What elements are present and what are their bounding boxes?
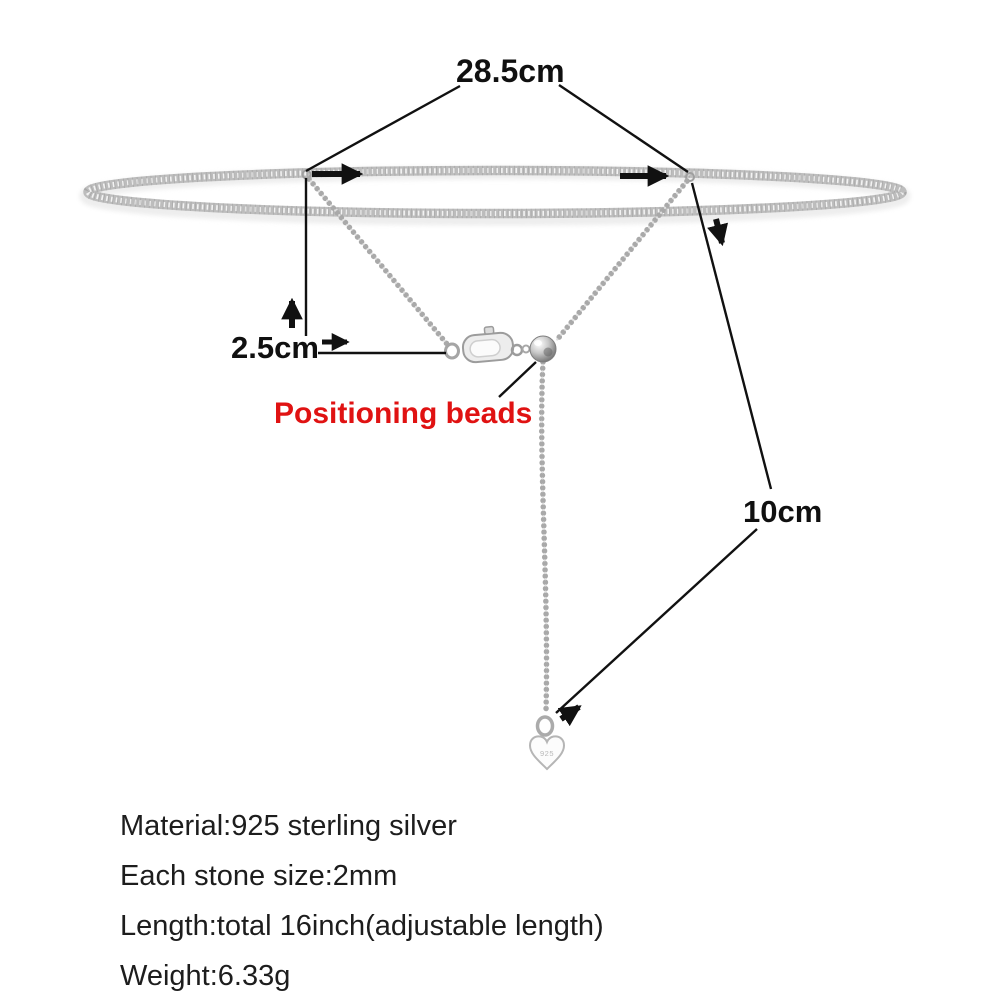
- extender-tail-chain: [542, 362, 547, 711]
- lobster-clasp-inner: [469, 339, 500, 358]
- positioning-beads-label: Positioning beads: [274, 397, 533, 430]
- spec-stone-size: Each stone size:2mm: [120, 860, 398, 892]
- product-specs-block: [120, 801, 604, 1000]
- top-right-leader-line: [559, 85, 688, 172]
- heart-charm-stamp: 925: [539, 749, 555, 758]
- extender-arrow-down-icon: [716, 219, 722, 243]
- extender-upper-leader-line: [692, 183, 771, 489]
- positioning-bead-shade: [544, 348, 553, 357]
- adjustable-rope-chain: [303, 171, 695, 712]
- left-rope-chain: [309, 179, 447, 344]
- lobster-clasp-assembly: [446, 325, 557, 363]
- spec-length: Length:total 16inch(adjustable length): [120, 910, 604, 942]
- positioning-bead: [530, 336, 556, 362]
- tail-end-ring: [538, 717, 553, 735]
- spec-material: Material:925 sterling silver: [120, 810, 457, 842]
- extender-lower-leader-line: [556, 529, 757, 713]
- tennis-choker-chain: [86, 171, 904, 220]
- annotation-arrows: [292, 174, 722, 719]
- beads-leader-line: [499, 362, 536, 397]
- positioning-bead-highlight: [534, 340, 542, 346]
- tail-end-arrow-upright-icon: [561, 707, 579, 719]
- top-left-leader-line: [306, 86, 460, 171]
- measurement-label-clasp-gap: 2.5cm: [231, 330, 319, 365]
- spec-weight: Weight:6.33g: [120, 960, 291, 992]
- measurement-label-extender-length: 10cm: [743, 494, 823, 529]
- lobster-clasp-trigger: [484, 326, 494, 334]
- clasp-jump-ring: [446, 344, 459, 358]
- clasp-connector-ring: [523, 346, 530, 353]
- heart-tag-assembly: [530, 717, 564, 769]
- measurement-label-top-width: 28.5cm: [456, 53, 565, 89]
